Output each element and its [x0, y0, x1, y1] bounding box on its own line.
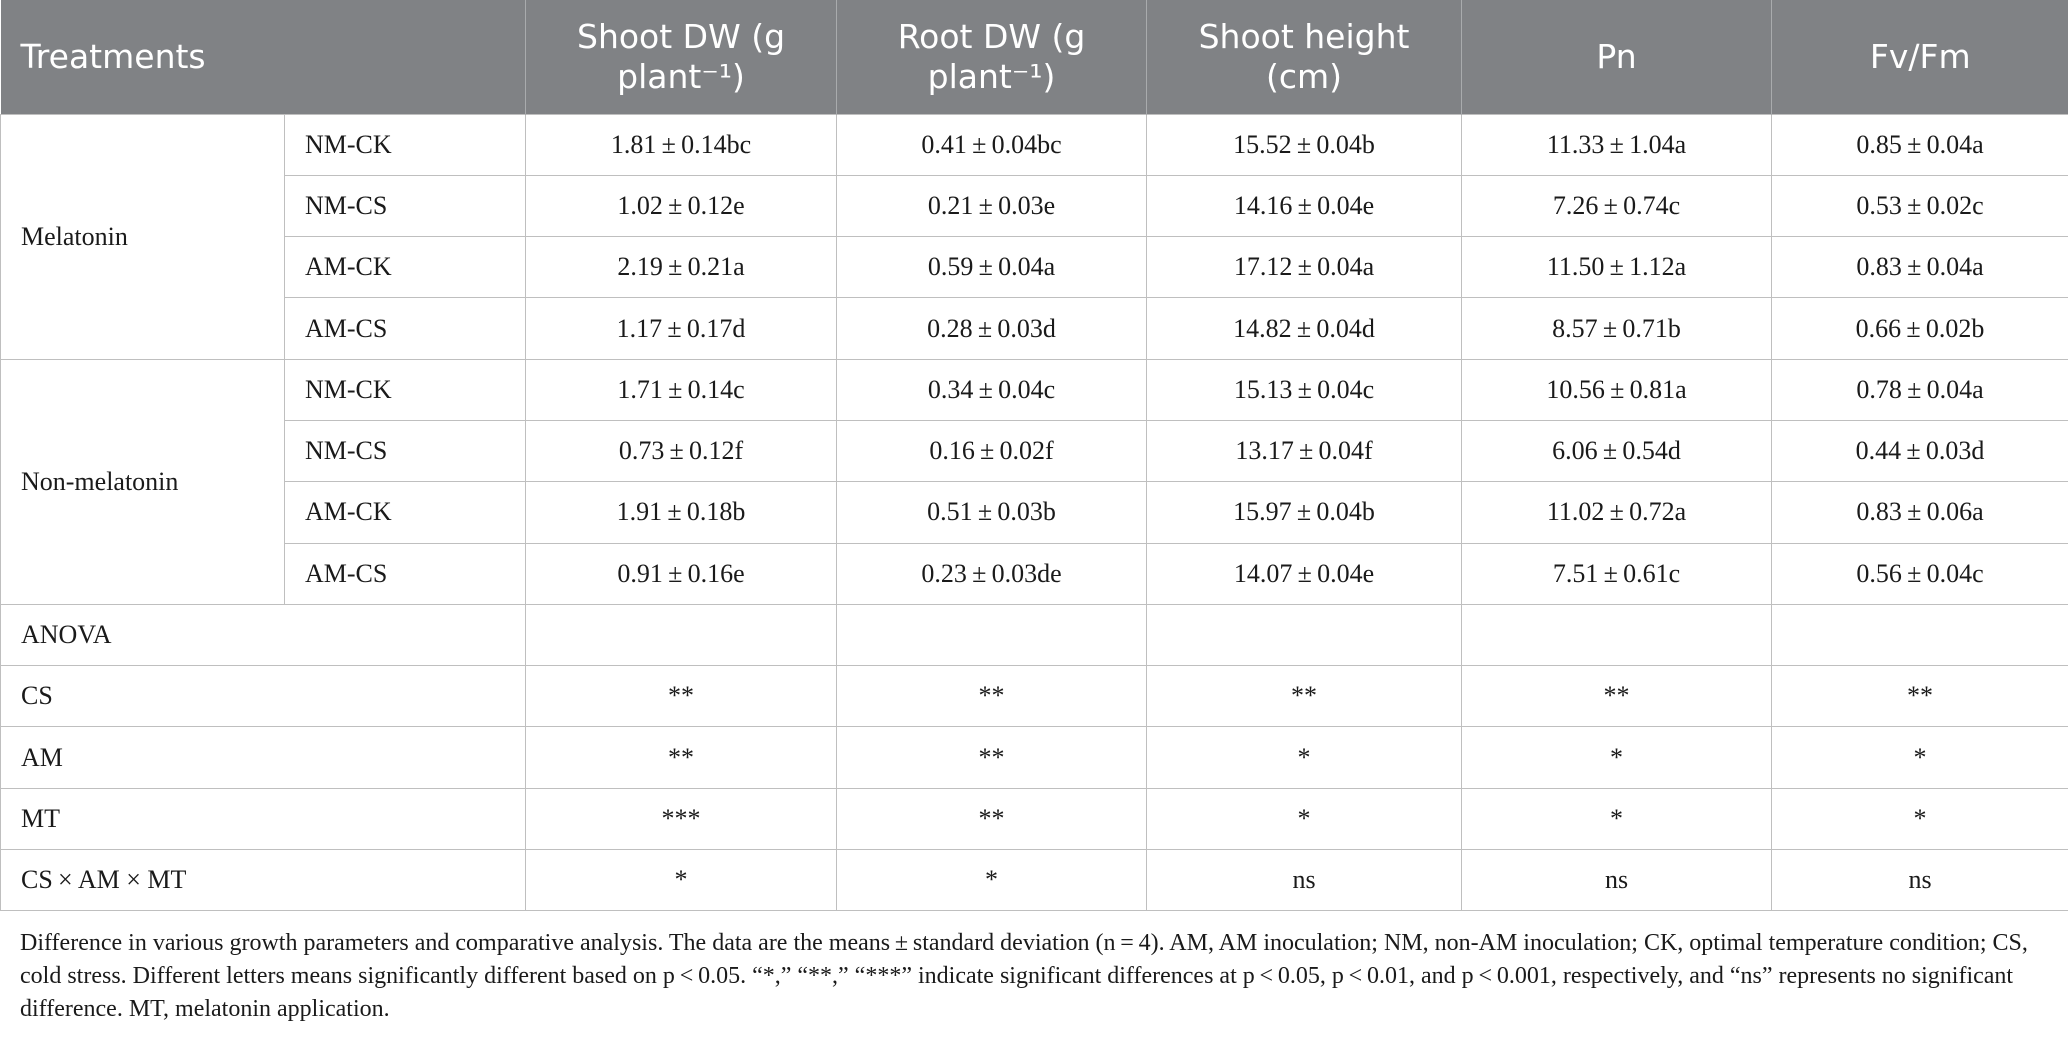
treatment-label: NM-CK [285, 359, 526, 420]
anova-root-dw: ** [837, 666, 1147, 727]
anova-row [1, 604, 2068, 665]
cell-root-dw: 0.28 ± 0.03d [837, 298, 1147, 359]
anova-shoot-height [1147, 604, 1462, 665]
anova-pn: * [1462, 727, 1772, 788]
anova-root-dw [837, 604, 1147, 665]
anova-label: CS × AM × MT [1, 850, 526, 911]
cell-pn: 7.51 ± 0.61c [1462, 543, 1772, 604]
cell-fv-fm: 0.44 ± 0.03d [1772, 420, 2068, 481]
anova-pn: ns [1462, 850, 1772, 911]
group-label: Non-melatonin [1, 359, 285, 604]
table-row [1, 420, 2068, 481]
anova-row [1, 666, 2068, 727]
treatment-label: AM-CK [285, 237, 526, 298]
cell-shoot-height: 14.16 ± 0.04e [1147, 175, 1462, 236]
header-pn: Pn [1462, 0, 1772, 114]
anova-label: MT [1, 788, 526, 849]
cell-pn: 8.57 ± 0.71b [1462, 298, 1772, 359]
cell-shoot-dw: 1.02 ± 0.12e [526, 175, 837, 236]
cell-shoot-height: 13.17 ± 0.04f [1147, 420, 1462, 481]
cell-fv-fm: 0.83 ± 0.04a [1772, 237, 2068, 298]
treatment-label: NM-CK [285, 114, 526, 175]
anova-shoot-dw [526, 604, 837, 665]
anova-fv-fm: * [1772, 727, 2068, 788]
anova-shoot-height: * [1147, 788, 1462, 849]
cell-pn: 11.02 ± 0.72a [1462, 482, 1772, 543]
cell-fv-fm: 0.56 ± 0.04c [1772, 543, 2068, 604]
anova-fv-fm: * [1772, 788, 2068, 849]
cell-shoot-height: 15.97 ± 0.04b [1147, 482, 1462, 543]
cell-shoot-dw: 0.73 ± 0.12f [526, 420, 837, 481]
header-row [1, 0, 2068, 114]
anova-label: CS [1, 666, 526, 727]
anova-root-dw: ** [837, 727, 1147, 788]
cell-pn: 11.33 ± 1.04a [1462, 114, 1772, 175]
cell-shoot-height: 15.13 ± 0.04c [1147, 359, 1462, 420]
table-row [1, 543, 2068, 604]
cell-root-dw: 0.16 ± 0.02f [837, 420, 1147, 481]
cell-fv-fm: 0.66 ± 0.02b [1772, 298, 2068, 359]
anova-shoot-dw: * [526, 850, 837, 911]
cell-shoot-dw: 1.17 ± 0.17d [526, 298, 837, 359]
header-fv-fm: Fv/Fm [1772, 0, 2068, 114]
cell-pn: 11.50 ± 1.12a [1462, 237, 1772, 298]
cell-shoot-height: 14.82 ± 0.04d [1147, 298, 1462, 359]
table-row [1, 114, 2068, 175]
table-row [1, 237, 2068, 298]
anova-shoot-dw: ** [526, 727, 837, 788]
anova-fv-fm [1772, 604, 2068, 665]
anova-shoot-height: * [1147, 727, 1462, 788]
header-shoot-dw: Shoot DW (g plant⁻¹) [526, 0, 837, 114]
table-footnote: Difference in various growth parameters and comparative analysis. The data are the means ± standard deviation (n = 4). AM, AM inoculation; NM, non-AM inoculation; CK, optimal temperature condition; CS, cold stress. Different letters means significantly different based on p < 0.05. “*,” “**,” “***” indicate significant differences at p < 0.05, p < 0.01, and p < 0.001, respectively, and “ns” represents no significant difference. MT, melatonin application. [20, 930, 2028, 1022]
group-label: Melatonin [1, 114, 285, 359]
cell-pn: 10.56 ± 0.81a [1462, 359, 1772, 420]
cell-shoot-dw: 1.91 ± 0.18b [526, 482, 837, 543]
treatment-label: AM-CS [285, 543, 526, 604]
header-root-dw: Root DW (g plant⁻¹) [837, 0, 1147, 114]
cell-fv-fm: 0.83 ± 0.06a [1772, 482, 2068, 543]
treatment-label: NM-CS [285, 420, 526, 481]
cell-shoot-height: 17.12 ± 0.04a [1147, 237, 1462, 298]
cell-fv-fm: 0.53 ± 0.02c [1772, 175, 2068, 236]
anova-shoot-height: ns [1147, 850, 1462, 911]
cell-shoot-height: 14.07 ± 0.04e [1147, 543, 1462, 604]
cell-root-dw: 0.21 ± 0.03e [837, 175, 1147, 236]
anova-shoot-height: ** [1147, 666, 1462, 727]
cell-pn: 7.26 ± 0.74c [1462, 175, 1772, 236]
anova-root-dw: * [837, 850, 1147, 911]
anova-fv-fm: ** [1772, 666, 2068, 727]
header-treatments: Treatments [1, 0, 526, 114]
treatment-label: AM-CS [285, 298, 526, 359]
cell-root-dw: 0.23 ± 0.03de [837, 543, 1147, 604]
cell-root-dw: 0.41 ± 0.04bc [837, 114, 1147, 175]
anova-row [1, 850, 2068, 911]
table-row [1, 175, 2068, 236]
anova-shoot-dw: *** [526, 788, 837, 849]
cell-shoot-dw: 1.81 ± 0.14bc [526, 114, 837, 175]
anova-fv-fm: ns [1772, 850, 2068, 911]
treatment-label: NM-CS [285, 175, 526, 236]
cell-root-dw: 0.34 ± 0.04c [837, 359, 1147, 420]
anova-shoot-dw: ** [526, 666, 837, 727]
anova-pn: * [1462, 788, 1772, 849]
treatment-label: AM-CK [285, 482, 526, 543]
anova-row [1, 727, 2068, 788]
anova-root-dw: ** [837, 788, 1147, 849]
anova-row [1, 788, 2068, 849]
cell-root-dw: 0.59 ± 0.04a [837, 237, 1147, 298]
cell-fv-fm: 0.78 ± 0.04a [1772, 359, 2068, 420]
cell-pn: 6.06 ± 0.54d [1462, 420, 1772, 481]
table-row [1, 359, 2068, 420]
table-row [1, 298, 2068, 359]
cell-shoot-height: 15.52 ± 0.04b [1147, 114, 1462, 175]
table-body [1, 114, 2068, 911]
anova-pn [1462, 604, 1772, 665]
cell-shoot-dw: 2.19 ± 0.21a [526, 237, 837, 298]
cell-root-dw: 0.51 ± 0.03b [837, 482, 1147, 543]
anova-label: AM [1, 727, 526, 788]
cell-shoot-dw: 1.71 ± 0.14c [526, 359, 837, 420]
anova-label: ANOVA [1, 604, 526, 665]
header-shoot-height: Shoot height (cm) [1147, 0, 1462, 114]
table-row [1, 482, 2068, 543]
cell-fv-fm: 0.85 ± 0.04a [1772, 114, 2068, 175]
anova-pn: ** [1462, 666, 1772, 727]
cell-shoot-dw: 0.91 ± 0.16e [526, 543, 837, 604]
